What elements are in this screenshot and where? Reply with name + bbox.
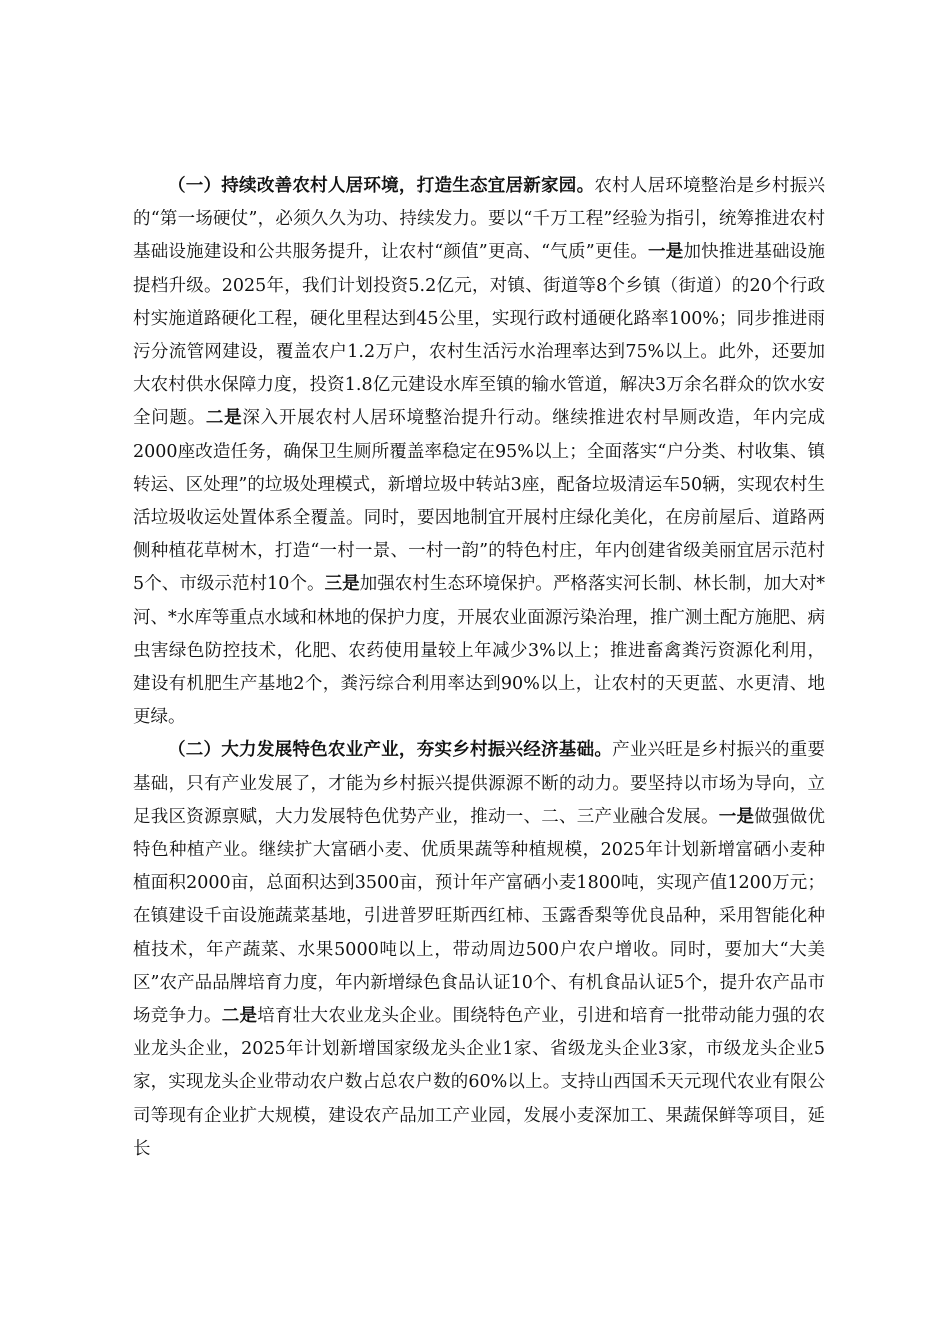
document-page [133,170,825,1166]
section-1-text: 农村人居环境整治是乡村振兴的“第一场硬仗”，必须久久为功、持续发力。要以“千万工程”经验为指引，统筹推进农村基础设施建设和公共服务提升，让农村“颜值”更高、“气质”更佳。 [133,176,826,263]
section-2-heading: （二）大力发展特色农业产业，夯实乡村振兴经济基础。 [168,740,613,761]
section-1-point-1-marker: 一是 [648,242,684,263]
section-1-point-3-text: 加强农村生态环境保护。严格落实河长制、林长制，加大对*河、*水库等重点水域和林地的保护力度，开展农业面源污染治理，推广测土配方施肥、病虫害绿色防控技术，化肥、农药使用量较上年减少3%以上；推进畜禽粪污资源化利用，建设有机肥生产基地2个，粪污综合利用率达到90%以上，让农村的天更蓝、水更清、地更绿。 [133,574,825,728]
section-1-point-2-text: 深入开展农村人居环境整治提升行动。继续推进农村旱厕改造，年内完成2000座改造任务，确保卫生厕所覆盖率稳定在95%以上；全面落实“户分类、村收集、镇转运、区处理”的垃圾处理模式，新增垃圾中转站3座，配备垃圾清运车50辆，实现农村生活垃圾收运处置体系全覆盖。同时，要因地制宜开展村庄绿化美化，在房前屋后、道路两侧种植花草树木，打造“一村一景、一村一韵”的特色村庄，年内创建省级美丽宜居示范村5个、市级示范村10个。 [133,408,826,595]
section-2-text: 产业兴旺是乡村振兴的重要基础，只有产业发展了，才能为乡村振兴提供源源不断的动力。要坚持以市场为导向，立足我区资源禀赋，大力发展特色优势产业，推动一、二、三产业融合发展。 [133,740,826,827]
section-2-point-1-marker: 一是 [718,806,755,827]
section-1-heading: （一）持续改善农村人居环境，打造生态宜居新家园。 [168,176,595,196]
section-1-point-1-text: 加快推进基础设施提档升级。2025年，我们计划投资5.2亿元，对镇、街道等8个乡镇（街道）的20个行政村实施道路硬化工程，硬化里程达到45公里，实现行政村通硬化路率100%；同步推进雨污分流管网建设，覆盖农户1.2万户，农村生活污水治理率达到75%以上。此外，还要加大农村供水保障力度，投资1.8亿元建设水库至镇的输水管道，解决3万余名群众的饮水安全问题。 [133,242,825,429]
section-1-point-3-marker: 三是 [324,574,360,595]
section-2-point-2-text: 培育壮大农业龙头企业。围绕特色产业，引进和培育一批带动能力强的农业龙头企业，2025年计划新增国家级龙头企业1家、省级龙头企业3家，市级龙头企业5家，实现龙头企业带动农户数占总农户数的60%以上。支持山西国禾天元现代农业有限公司等现有企业扩大规模，建设农产品加工产业园，发展小麦深加工、果蔬保鲜等项目，延长 [133,1006,825,1159]
section-2-paragraph [133,734,825,1166]
section-2-point-1-text: 做强做优特色种植产业。继续扩大富硒小麦、优质果蔬等种植规模，2025年计划新增富硒小麦种植面积2000亩，总面积达到3500亩，预计年产富硒小麦1800吨，实现产值1200万元；在镇建设千亩设施蔬菜基地，引进普罗旺斯西红柿、玉露香梨等优良品种，采用智能化种植技术，年产蔬菜、水果5000吨以上，带动周边500户农户增收。同时，要加大“大美区”农产品品牌培育力度，年内新增绿色食品认证10个、有机食品认证5个，提升农产品市场竞争力。 [133,806,825,1027]
section-1-point-2-marker: 二是 [205,408,243,429]
section-1-paragraph [133,170,825,734]
section-2-point-2-marker: 二是 [221,1006,258,1027]
